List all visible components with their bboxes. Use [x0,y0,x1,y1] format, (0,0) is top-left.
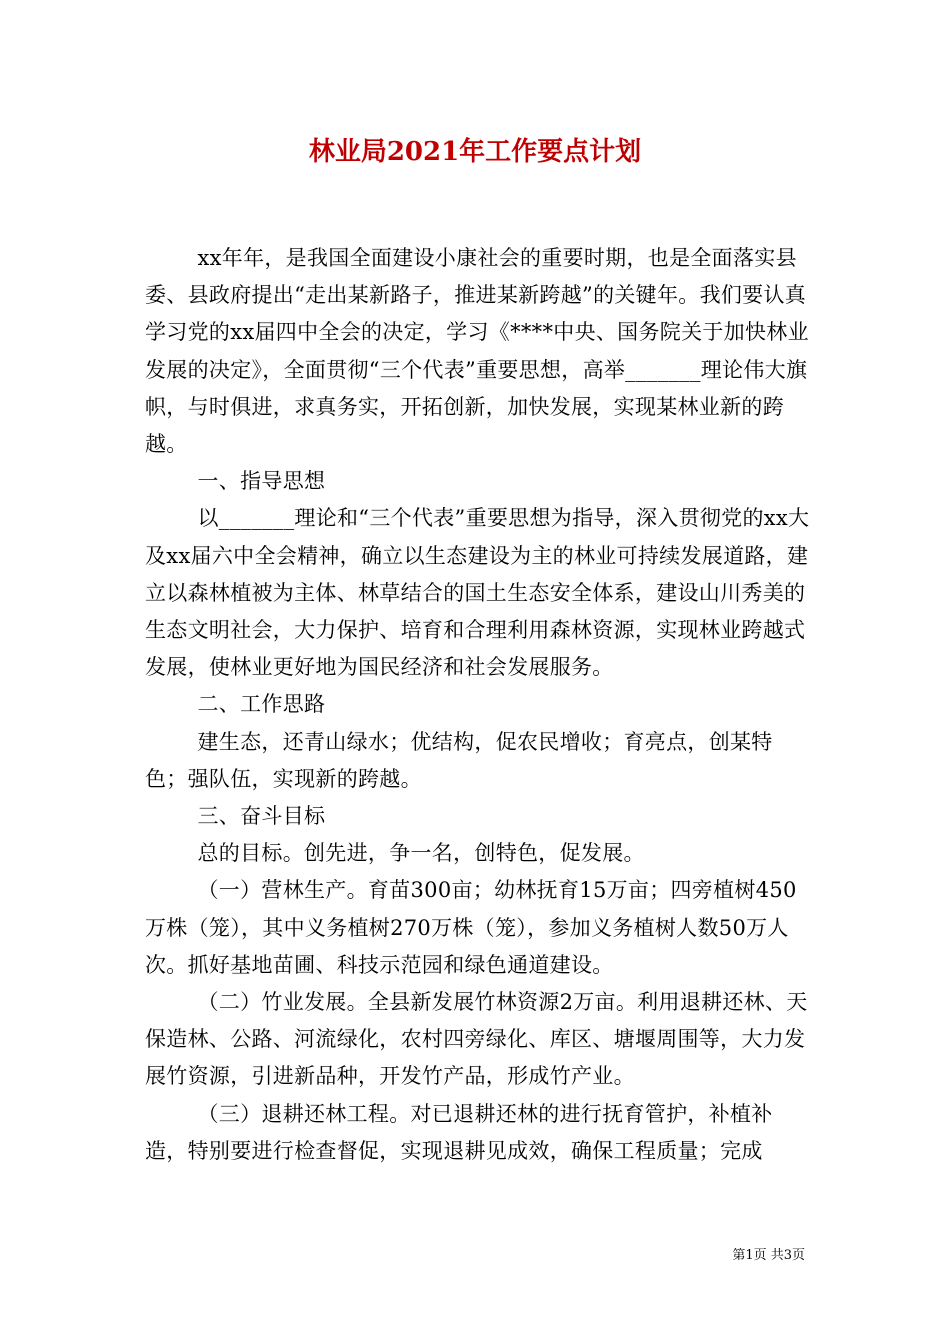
paragraph: 建生态，还青山绿水；优结构，促农民增收；育亮点，创某特色；强队伍，实现新的跨越。 [145,729,773,791]
section-heading: 二、工作思路 [197,692,326,717]
paragraph: 总的目标。创先进，争一名，创特色，促发展。 [197,841,645,866]
paragraph: （一）营林生产。育苗300亩；幼林抚育15万亩；四旁植树450万株（笼），其中义务植树270万株（笼），参加义务植树人数50万人次。抓好基地苗圃、科技示范园和绿色通道建设。 [145,878,797,977]
section-heading: 三、奋斗目标 [197,804,326,829]
paragraph: （三）退耕还林工程。对已退耕还林的进行抚育管护，补植补造，特别要进行检查督促，实现退耕见成效，确保工程质量；完成 [145,1101,773,1163]
document-body [145,240,815,1170]
section-heading: 一、指导思想 [197,469,326,494]
document-title: 林业局2021年工作要点计划 [308,137,642,167]
page-number: 第1页 共3页 [732,1248,805,1263]
paragraph: （二）竹业发展。全县新发展竹林资源2万亩。利用退耕还林、天保造林、公路、河流绿化，农村四旁绿化、库区、塘堰周围等，大力发展竹资源，引进新品种，开发竹产品，形成竹产业。 [145,990,808,1089]
paragraph: xx年年，是我国全面建设小康社会的重要时期，也是全面落实县委、县政府提出“走出某新路子，推进某新跨越”的关键年。我们要认真学习党的xx届四中全会的决定，学习《****中央、国务院关于加快林业发展的决定》，全面贯彻“三个代表”重要思想，高举_______理论伟大旗帜，与时俱进，求真务实，开拓创新，加快发展，实现某林业新的跨越。 [145,246,809,457]
paragraph: 以_______理论和“三个代表”重要思想为指导，深入贯彻党的xx大及xx届六中全会精神，确立以生态建设为主的林业可持续发展道路，建立以森林植被为主体、林草结合的国土生态安全体系，建设山川秀美的生态文明社会，大力保护、培育和合理利用森林资源，实现林业跨越式发展，使林业更好地为国民经济和社会发展服务。 [145,506,810,680]
